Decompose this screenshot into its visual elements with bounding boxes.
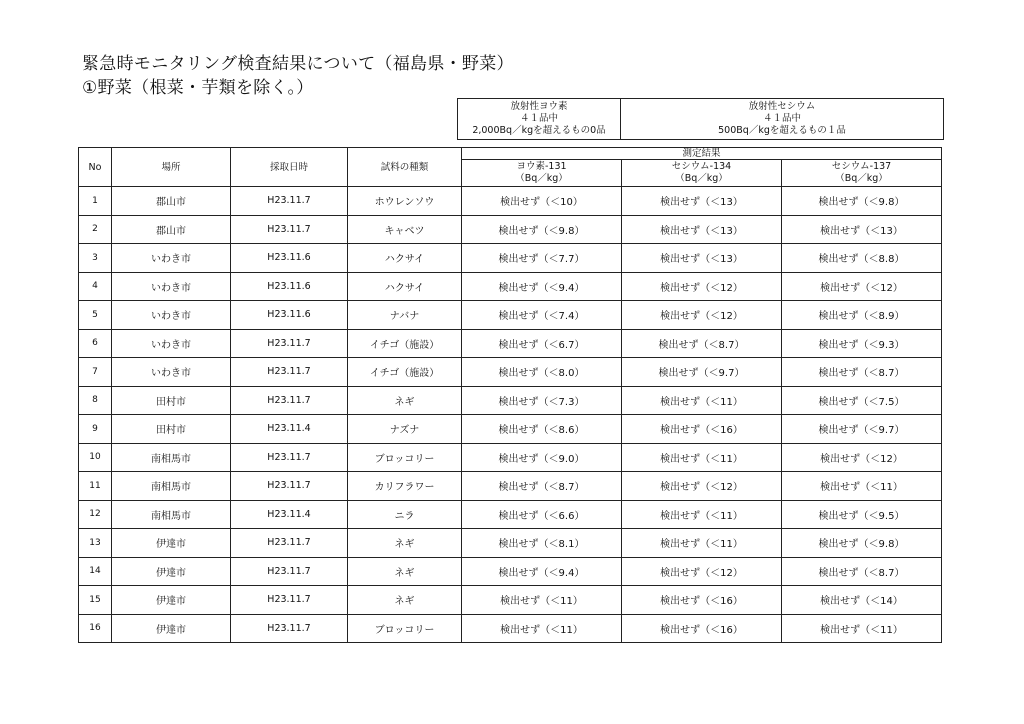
cell-iodine131: 検出せず（＜9.8） bbox=[462, 215, 622, 244]
header-cesium137 bbox=[782, 160, 942, 187]
cell-sample-type: ネギ bbox=[348, 557, 462, 586]
cell-sample-type: ナズナ bbox=[348, 415, 462, 444]
cell-place: 田村市 bbox=[112, 415, 231, 444]
cell-sample-type: ホウレンソウ bbox=[348, 187, 462, 216]
page-title: 緊急時モニタリング検査結果について（福島県・野菜） bbox=[82, 54, 514, 74]
header-iodine131 bbox=[462, 160, 622, 187]
cell-place: 南相馬市 bbox=[112, 472, 231, 501]
cell-no: 14 bbox=[79, 557, 112, 586]
table-row bbox=[79, 557, 942, 586]
cell-cesium134: 検出せず（＜16） bbox=[622, 614, 782, 643]
table-row bbox=[79, 215, 942, 244]
header-iodine131-unit: （Bq／kg） bbox=[515, 173, 568, 184]
table-row bbox=[79, 301, 942, 330]
cell-cesium137: 検出せず（＜8.9） bbox=[782, 301, 942, 330]
cell-iodine131: 検出せず（＜7.4） bbox=[462, 301, 622, 330]
cell-place: いわき市 bbox=[112, 244, 231, 273]
table-row bbox=[79, 187, 942, 216]
cell-sample-type: ニラ bbox=[348, 500, 462, 529]
cell-no: 12 bbox=[79, 500, 112, 529]
cell-cesium137: 検出せず（＜8.8） bbox=[782, 244, 942, 273]
header-date: 採取日時 bbox=[231, 148, 348, 187]
cell-cesium137: 検出せず（＜9.7） bbox=[782, 415, 942, 444]
cell-date: H23.11.7 bbox=[231, 443, 348, 472]
header-row bbox=[79, 148, 942, 160]
cell-sample-type: カリフラワー bbox=[348, 472, 462, 501]
cell-no: 13 bbox=[79, 529, 112, 558]
cell-no: 9 bbox=[79, 415, 112, 444]
header-cesium134-label: セシウム-134 bbox=[671, 161, 732, 172]
cell-no: 7 bbox=[79, 358, 112, 387]
cell-cesium137: 検出せず（＜11） bbox=[782, 614, 942, 643]
cell-cesium134: 検出せず（＜16） bbox=[622, 586, 782, 615]
cell-cesium137: 検出せず（＜13） bbox=[782, 215, 942, 244]
header-cesium137-label: セシウム-137 bbox=[831, 161, 892, 172]
cell-no: 15 bbox=[79, 586, 112, 615]
cell-iodine131: 検出せず（＜11） bbox=[462, 586, 622, 615]
cell-cesium134: 検出せず（＜11） bbox=[622, 500, 782, 529]
cell-cesium137: 検出せず（＜9.3） bbox=[782, 329, 942, 358]
table-row bbox=[79, 443, 942, 472]
cell-place: 伊達市 bbox=[112, 529, 231, 558]
table-row bbox=[79, 272, 942, 301]
cell-date: H23.11.7 bbox=[231, 529, 348, 558]
table-row bbox=[79, 500, 942, 529]
cell-sample-type: ナバナ bbox=[348, 301, 462, 330]
cell-iodine131: 検出せず（＜6.7） bbox=[462, 329, 622, 358]
table-row bbox=[79, 472, 942, 501]
summary-iodine bbox=[458, 99, 621, 140]
cell-cesium137: 検出せず（＜9.8） bbox=[782, 529, 942, 558]
cell-date: H23.11.6 bbox=[231, 272, 348, 301]
summary-iodine-label: 放射性ヨウ素 bbox=[510, 101, 568, 112]
cell-sample-type: イチゴ（施設） bbox=[348, 329, 462, 358]
cell-cesium134: 検出せず（＜8.7） bbox=[622, 329, 782, 358]
cell-cesium134: 検出せず（＜13） bbox=[622, 215, 782, 244]
cell-place: 伊達市 bbox=[112, 586, 231, 615]
cell-date: H23.11.7 bbox=[231, 472, 348, 501]
cell-place: 伊達市 bbox=[112, 614, 231, 643]
summary-table bbox=[457, 98, 944, 140]
cell-no: 16 bbox=[79, 614, 112, 643]
table-row bbox=[79, 386, 942, 415]
cell-cesium134: 検出せず（＜12） bbox=[622, 301, 782, 330]
cell-sample-type: イチゴ（施設） bbox=[348, 358, 462, 387]
cell-date: H23.11.7 bbox=[231, 215, 348, 244]
cell-iodine131: 検出せず（＜7.3） bbox=[462, 386, 622, 415]
table-row bbox=[79, 614, 942, 643]
table-row bbox=[79, 586, 942, 615]
page-subtitle: ①野菜（根菜・芋類を除く。） bbox=[82, 78, 314, 98]
cell-date: H23.11.7 bbox=[231, 586, 348, 615]
cell-iodine131: 検出せず（＜10） bbox=[462, 187, 622, 216]
cell-iodine131: 検出せず（＜11） bbox=[462, 614, 622, 643]
header-no: No bbox=[79, 148, 112, 187]
header-iodine131-label: ヨウ素-131 bbox=[516, 161, 567, 172]
cell-cesium137: 検出せず（＜12） bbox=[782, 272, 942, 301]
cell-cesium134: 検出せず（＜12） bbox=[622, 472, 782, 501]
cell-cesium134: 検出せず（＜13） bbox=[622, 187, 782, 216]
cell-date: H23.11.7 bbox=[231, 187, 348, 216]
table-row bbox=[79, 415, 942, 444]
cell-iodine131: 検出せず（＜7.7） bbox=[462, 244, 622, 273]
cell-cesium134: 検出せず（＜16） bbox=[622, 415, 782, 444]
cell-sample-type: ネギ bbox=[348, 386, 462, 415]
cell-cesium137: 検出せず（＜9.5） bbox=[782, 500, 942, 529]
cell-date: H23.11.6 bbox=[231, 301, 348, 330]
cell-date: H23.11.7 bbox=[231, 358, 348, 387]
cell-no: 11 bbox=[79, 472, 112, 501]
summary-cesium bbox=[621, 99, 944, 140]
cell-cesium137: 検出せず（＜8.7） bbox=[782, 358, 942, 387]
cell-iodine131: 検出せず（＜8.6） bbox=[462, 415, 622, 444]
cell-place: いわき市 bbox=[112, 329, 231, 358]
cell-no: 4 bbox=[79, 272, 112, 301]
cell-no: 1 bbox=[79, 187, 112, 216]
table-row bbox=[79, 529, 942, 558]
cell-place: いわき市 bbox=[112, 301, 231, 330]
cell-iodine131: 検出せず（＜9.4） bbox=[462, 272, 622, 301]
cell-cesium137: 検出せず（＜11） bbox=[782, 472, 942, 501]
cell-iodine131: 検出せず（＜8.0） bbox=[462, 358, 622, 387]
summary-cesium-label: 放射性セシウム bbox=[748, 101, 816, 112]
cell-sample-type: ハクサイ bbox=[348, 272, 462, 301]
cell-cesium134: 検出せず（＜11） bbox=[622, 386, 782, 415]
cell-no: 10 bbox=[79, 443, 112, 472]
cell-place: 田村市 bbox=[112, 386, 231, 415]
table-row bbox=[79, 358, 942, 387]
cell-sample-type: キャベツ bbox=[348, 215, 462, 244]
cell-cesium137: 検出せず（＜9.8） bbox=[782, 187, 942, 216]
cell-iodine131: 検出せず（＜9.0） bbox=[462, 443, 622, 472]
cell-cesium134: 検出せず（＜11） bbox=[622, 529, 782, 558]
cell-sample-type: ブロッコリー bbox=[348, 614, 462, 643]
cell-date: H23.11.7 bbox=[231, 386, 348, 415]
cell-place: いわき市 bbox=[112, 272, 231, 301]
table-row bbox=[79, 329, 942, 358]
cell-cesium137: 検出せず（＜14） bbox=[782, 586, 942, 615]
cell-cesium137: 検出せず（＜8.7） bbox=[782, 557, 942, 586]
cell-cesium134: 検出せず（＜13） bbox=[622, 244, 782, 273]
cell-date: H23.11.6 bbox=[231, 244, 348, 273]
cell-place: 郡山市 bbox=[112, 187, 231, 216]
cell-sample-type: ネギ bbox=[348, 529, 462, 558]
cell-no: 6 bbox=[79, 329, 112, 358]
cell-date: H23.11.4 bbox=[231, 500, 348, 529]
cell-iodine131: 検出せず（＜9.4） bbox=[462, 557, 622, 586]
summary-iodine-count: ４１品中 bbox=[519, 113, 558, 124]
cell-date: H23.11.4 bbox=[231, 415, 348, 444]
header-cesium137-unit: （Bq／kg） bbox=[835, 173, 888, 184]
cell-place: 南相馬市 bbox=[112, 443, 231, 472]
cell-no: 8 bbox=[79, 386, 112, 415]
cell-place: 伊達市 bbox=[112, 557, 231, 586]
cell-sample-type: ハクサイ bbox=[348, 244, 462, 273]
cell-iodine131: 検出せず（＜6.6） bbox=[462, 500, 622, 529]
cell-sample-type: ブロッコリー bbox=[348, 443, 462, 472]
header-cesium134-unit: （Bq／kg） bbox=[675, 173, 728, 184]
cell-cesium134: 検出せず（＜12） bbox=[622, 557, 782, 586]
cell-iodine131: 検出せず（＜8.7） bbox=[462, 472, 622, 501]
cell-cesium137: 検出せず（＜7.5） bbox=[782, 386, 942, 415]
cell-no: 3 bbox=[79, 244, 112, 273]
cell-date: H23.11.7 bbox=[231, 329, 348, 358]
summary-cesium-count: ４１品中 bbox=[762, 113, 801, 124]
cell-no: 2 bbox=[79, 215, 112, 244]
table-row bbox=[79, 244, 942, 273]
header-type: 試料の種類 bbox=[348, 148, 462, 187]
header-cesium134 bbox=[622, 160, 782, 187]
cell-no: 5 bbox=[79, 301, 112, 330]
header-results: 測定結果 bbox=[462, 148, 942, 160]
cell-cesium137: 検出せず（＜12） bbox=[782, 443, 942, 472]
cell-place: いわき市 bbox=[112, 358, 231, 387]
header-place: 場所 bbox=[112, 148, 231, 187]
results-table bbox=[78, 147, 942, 643]
cell-place: 郡山市 bbox=[112, 215, 231, 244]
cell-place: 南相馬市 bbox=[112, 500, 231, 529]
summary-cesium-note: 500Bq／kgを超えるもの１品 bbox=[718, 125, 846, 136]
cell-cesium134: 検出せず（＜9.7） bbox=[622, 358, 782, 387]
cell-date: H23.11.7 bbox=[231, 614, 348, 643]
cell-cesium134: 検出せず（＜11） bbox=[622, 443, 782, 472]
summary-iodine-note: 2,000Bq／kgを超えるもの0品 bbox=[472, 125, 606, 136]
cell-cesium134: 検出せず（＜12） bbox=[622, 272, 782, 301]
cell-date: H23.11.7 bbox=[231, 557, 348, 586]
cell-sample-type: ネギ bbox=[348, 586, 462, 615]
cell-iodine131: 検出せず（＜8.1） bbox=[462, 529, 622, 558]
